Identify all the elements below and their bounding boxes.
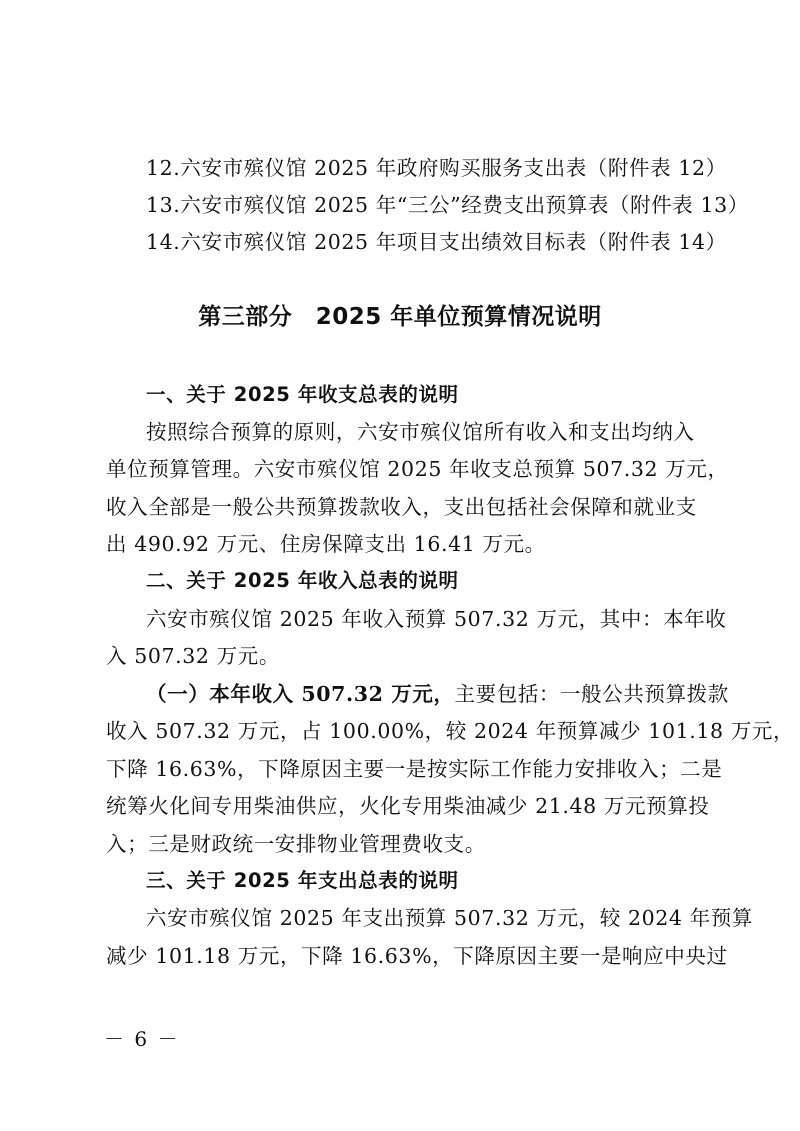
subsection-text: 主要包括：一般公共预算拨款 — [454, 682, 729, 706]
paragraph-line: 单位预算管理。六安市殡仪馆 2025 年收支总预算 507.32 万元， — [106, 457, 729, 481]
attachment-item-12: 12.六安市殡仪馆 2025 年政府购买服务支出表（附件表 12） — [146, 156, 727, 180]
paragraph-line: 收入全部是一般公共预算拨款收入，支出包括社会保障和就业支 — [106, 495, 697, 519]
paragraph-line: 按照综合预算的原则，六安市殡仪馆所有收入和支出均纳入 — [146, 420, 695, 444]
paragraph-line: 六安市殡仪馆 2025 年收入预算 507.32 万元，其中：本年收 — [146, 607, 727, 631]
attachment-item-13: 13.六安市殡仪馆 2025 年“三公”经费支出预算表（附件表 13） — [146, 193, 749, 217]
paragraph-line: 入；三是财政统一安排物业管理费收支。 — [106, 832, 486, 856]
page-number: － 6 － — [104, 1027, 180, 1051]
paragraph-line: 六安市殡仪馆 2025 年支出预算 507.32 万元，较 2024 年预算 — [146, 906, 753, 930]
paragraph-line: 统筹火化间专用柴油供应，火化专用柴油减少 21.48 万元预算投 — [106, 794, 710, 818]
section-heading-3: 三、关于 2025 年支出总表的说明 — [146, 869, 459, 892]
subsection-line — [146, 680, 729, 708]
part-title: 第三部分 2025 年单位预算情况说明 — [198, 304, 602, 330]
subsection-bold-label: （一）本年收入 507.32 万元， — [146, 682, 455, 706]
attachment-item-14: 14.六安市殡仪馆 2025 年项目支出绩效目标表（附件表 14） — [146, 230, 727, 254]
paragraph-line: 出 490.92 万元、住房保障支出 16.41 万元。 — [106, 532, 546, 556]
paragraph-line: 入 507.32 万元。 — [106, 644, 280, 668]
paragraph-line: 下降 16.63%，下降原因主要一是按实际工作能力安排收入；二是 — [106, 757, 723, 781]
section-heading-1: 一、关于 2025 年收支总表的说明 — [146, 383, 459, 406]
paragraph-line: 收入 507.32 万元，占 100.00%，较 2024 年预算减少 101.18 万元， — [106, 719, 795, 743]
paragraph-line: 减少 101.18 万元，下降 16.63%，下降原因主要一是响应中央过 — [106, 944, 728, 968]
section-heading-2: 二、关于 2025 年收入总表的说明 — [146, 569, 459, 592]
